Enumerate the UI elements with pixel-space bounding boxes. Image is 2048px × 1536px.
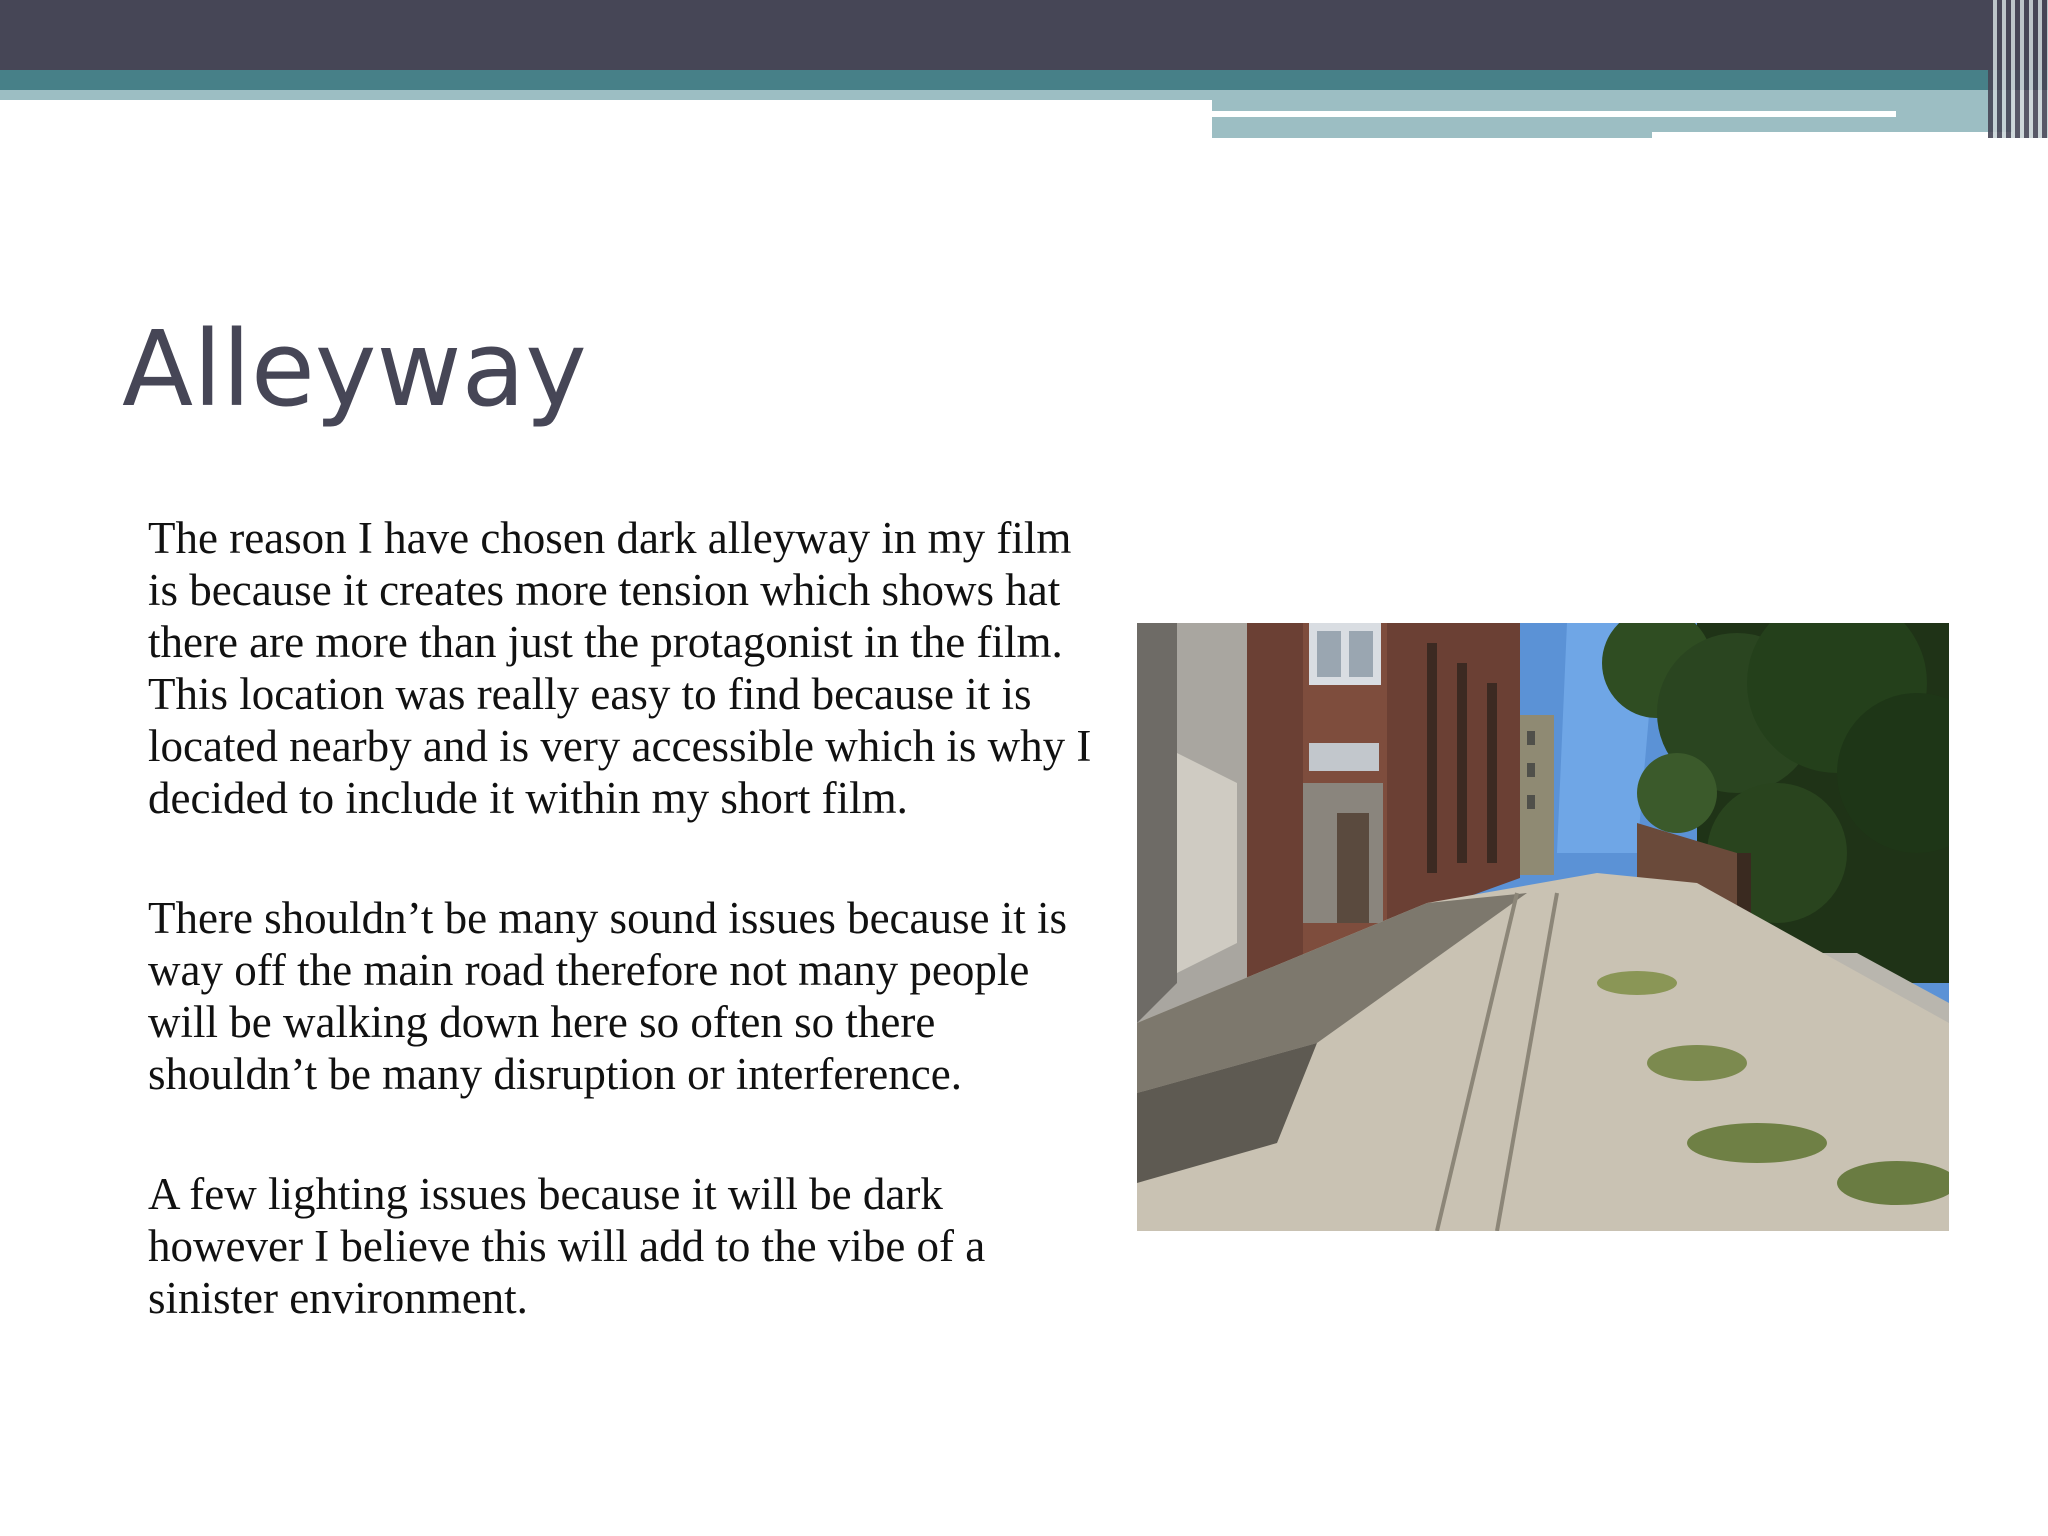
paragraph-lighting-issues: A few lighting issues because it will be dark however I believe this will add to the vibe of a sinister environment. xyxy=(148,1169,986,1323)
header-bar-light xyxy=(0,90,1212,100)
paragraph-location-reason: The reason I have chosen dark alleyway in my film is because it creates more tension which shows hat there are more than just the protagonist in the film. This location was really easy to find because it is located nearby and is very accessible which is why I decided to include it within my short film. xyxy=(148,513,1092,823)
header-divider-line xyxy=(1212,111,1896,117)
header-stripes xyxy=(1988,0,2048,138)
header-bar-teal xyxy=(0,70,2048,90)
paragraph-sound-issues: There shouldn’t be many sound issues because it is way off the main road therefore not many people will be walking down here so often so there shouldn’t be many disruption or interference. xyxy=(148,893,1068,1099)
alleyway-photo xyxy=(1137,623,1949,1231)
header-bar-dark xyxy=(0,0,2048,70)
slide-title: Alleyway xyxy=(122,308,587,430)
slide-body xyxy=(148,512,1108,1392)
